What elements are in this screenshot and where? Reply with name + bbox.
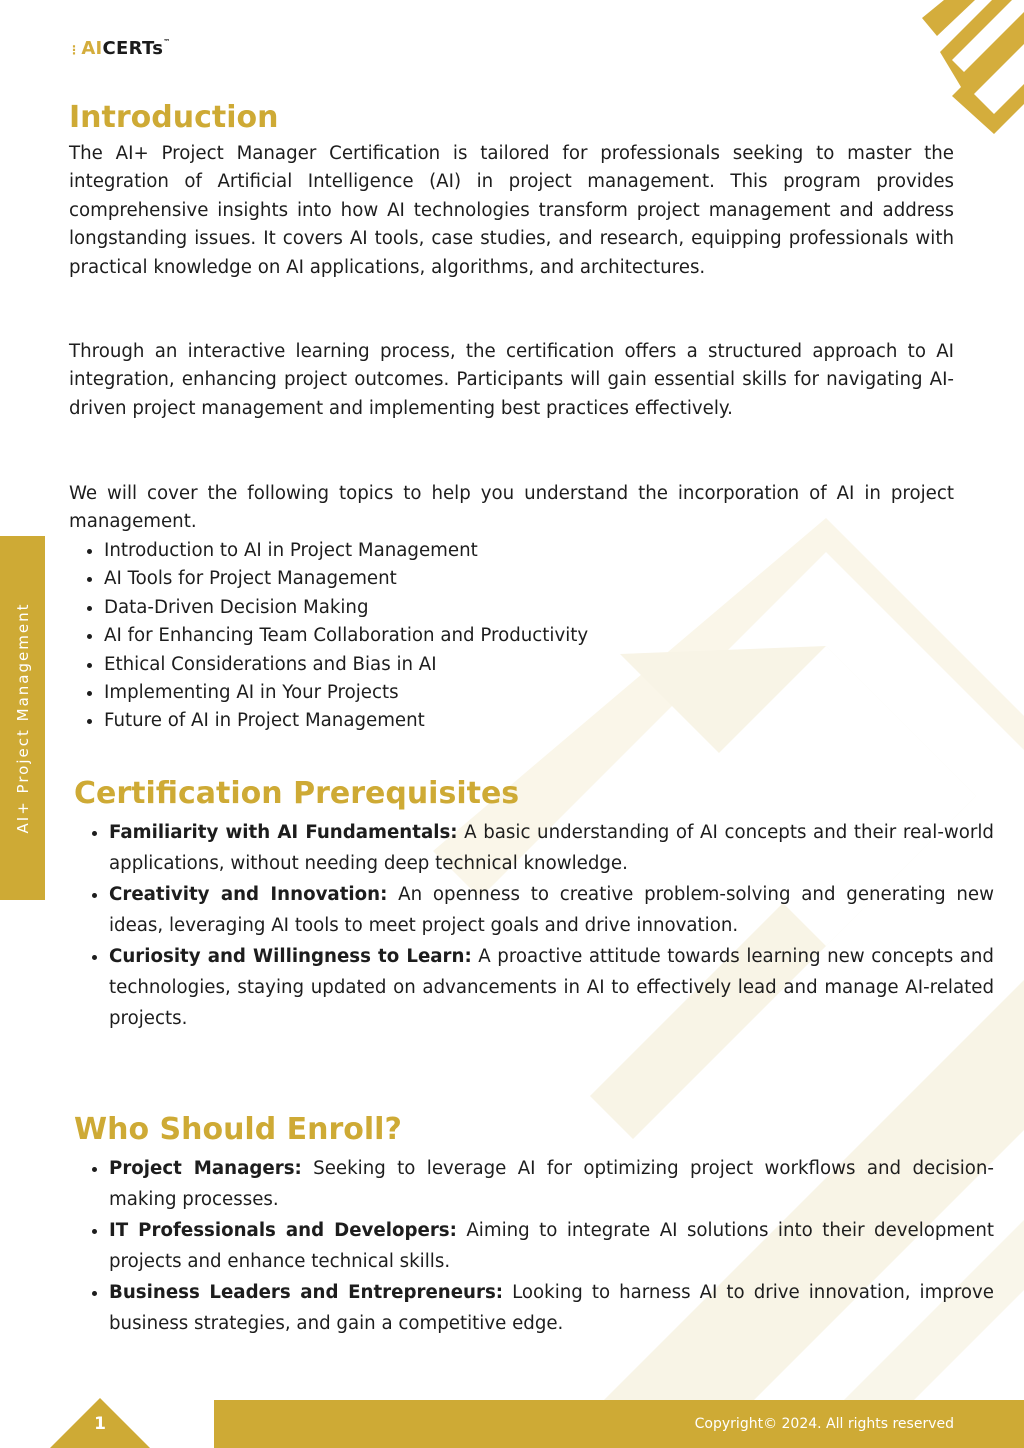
aicerts-logo bbox=[68, 38, 171, 59]
item-term: Project Managers: bbox=[109, 1158, 302, 1179]
item-text: A proactive attitude towards learning new concepts and technologies, staying updated on advancements in AI to effectively lead and manage AI-related projects. bbox=[109, 946, 994, 1029]
enroll-heading: Who Should Enroll? bbox=[74, 1112, 402, 1147]
list-item bbox=[109, 941, 994, 1034]
item-term: Familiarity with AI Fundamentals: bbox=[109, 822, 458, 843]
copyright-text: Copyright© 2024. All rights reserved bbox=[694, 1416, 954, 1432]
intro-paragraph-2: Through an interactive learning process, the certification offers a structured approach to AI integration, enhancing project outcomes. Participants will gain essential skills for navigating AI-driven project management and implementing best practices effectively. bbox=[69, 341, 954, 419]
logo-mark-icon: ⋮ bbox=[68, 43, 81, 57]
introduction-heading: Introduction bbox=[69, 100, 279, 135]
list-item: • Data-Driven Decision Making bbox=[104, 594, 989, 622]
side-tab-label: AI+ Project Management bbox=[13, 602, 32, 834]
logo-ai-text: AI bbox=[81, 38, 103, 59]
page-number: 1 bbox=[94, 1414, 106, 1434]
footer-bar bbox=[214, 1400, 1024, 1448]
list-item: • AI for Enhancing Team Collaboration and Productivity bbox=[104, 622, 989, 650]
topics-list bbox=[69, 537, 989, 736]
item-term: IT Professionals and Developers: bbox=[109, 1220, 457, 1241]
prerequisites-list bbox=[74, 817, 994, 1034]
logo-certs-text: CERTs bbox=[102, 38, 164, 59]
item-term: Business Leaders and Entrepreneurs: bbox=[109, 1282, 504, 1303]
list-item bbox=[109, 879, 994, 941]
intro-paragraph-3: We will cover the following topics to help you understand the incorporation of AI in project management. bbox=[69, 483, 954, 533]
item-text: An openness to creative problem-solving and generating new ideas, leveraging AI tools to meet project goals and drive innovation. bbox=[109, 884, 994, 936]
list-item: • Ethical Considerations and Bias in AI bbox=[104, 651, 989, 679]
list-item bbox=[109, 1215, 994, 1277]
item-text: A basic understanding of AI concepts and their real-world applications, without needing deep technical knowledge. bbox=[109, 822, 994, 874]
enroll-list bbox=[74, 1153, 994, 1339]
item-text: Looking to harness AI to drive innovation, improve business strategies, and gain a competitive edge. bbox=[109, 1282, 994, 1334]
list-item: • Future of AI in Project Management bbox=[104, 707, 989, 735]
item-term: Creativity and Innovation: bbox=[109, 884, 388, 905]
list-item: • Implementing AI in Your Projects bbox=[104, 679, 989, 707]
intro-paragraph-1: The AI+ Project Manager Certification is tailored for professionals seeking to master the integration of Artificial Intelligence (AI) in project management. This program provides comprehensive insights into how AI technologies transform project management and address longstanding issues. It covers AI tools, case studies, and research, equipping professionals with practical knowledge on AI applications, algorithms, and architectures. bbox=[69, 143, 954, 278]
logo-trademark: ™ bbox=[163, 38, 171, 46]
item-text: Aiming to integrate AI solutions into their development projects and enhance technical skills. bbox=[109, 1220, 995, 1272]
list-item bbox=[109, 817, 994, 879]
side-tab bbox=[0, 536, 45, 900]
page-number-badge bbox=[50, 1398, 150, 1448]
prerequisites-heading: Certification Prerequisites bbox=[74, 776, 520, 811]
list-item: • Introduction to AI in Project Management bbox=[104, 537, 989, 565]
list-item bbox=[109, 1277, 994, 1339]
item-text: Seeking to leverage AI for optimizing project workflows and decision-making processes. bbox=[109, 1158, 994, 1210]
list-item: • AI Tools for Project Management bbox=[104, 565, 989, 593]
item-term: Curiosity and Willingness to Learn: bbox=[109, 946, 472, 967]
list-item bbox=[109, 1153, 994, 1215]
